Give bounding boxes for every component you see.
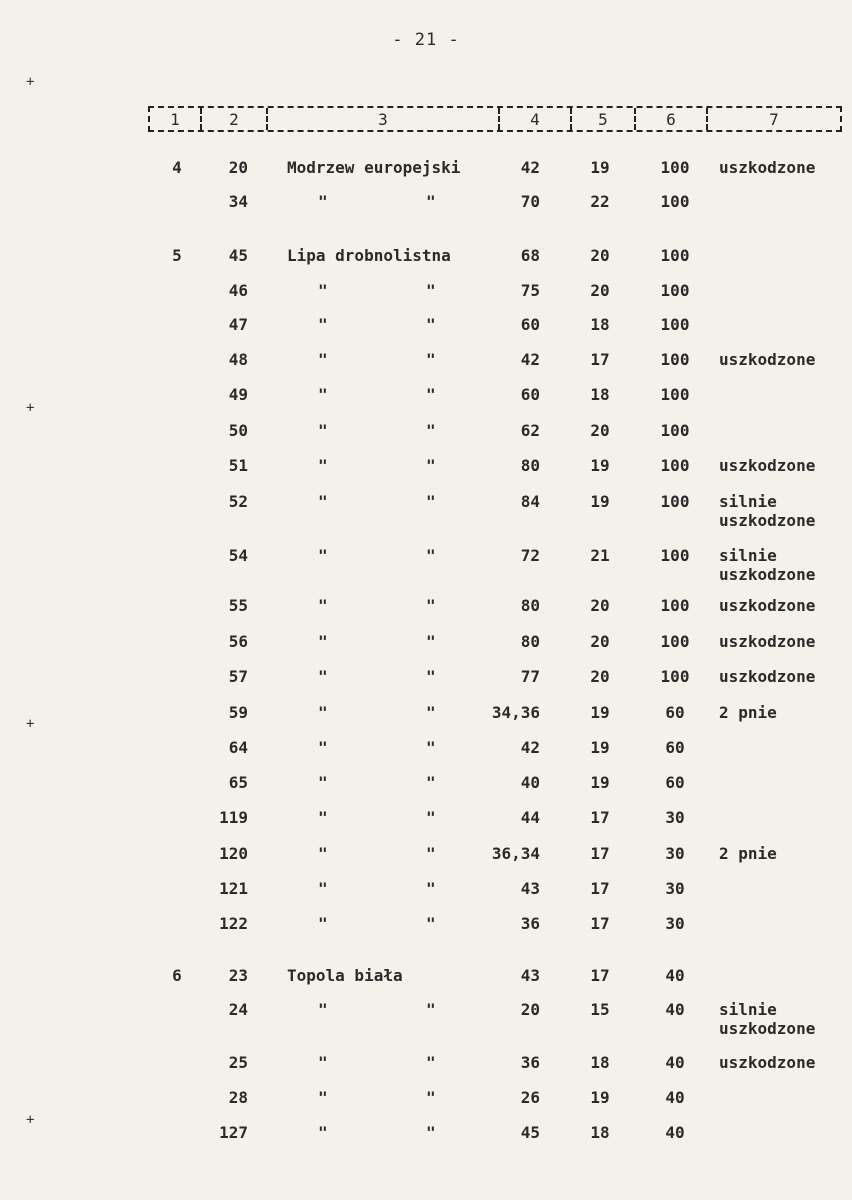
age-cell: 100 xyxy=(660,421,690,440)
height-cell: 19 xyxy=(590,738,610,757)
tree-number-cell: 57 xyxy=(228,667,248,686)
ditto-mark: " xyxy=(318,1053,328,1072)
tree-number-cell: 23 xyxy=(228,966,248,985)
table-row xyxy=(0,192,852,224)
ditto-mark: " xyxy=(318,1123,328,1142)
tree-number-cell: 25 xyxy=(228,1053,248,1072)
ditto-mark: " xyxy=(426,546,436,565)
age-cell: 100 xyxy=(660,492,690,511)
margin-mark: + xyxy=(26,716,35,732)
age-cell: 40 xyxy=(665,1053,685,1072)
age-cell: 100 xyxy=(660,192,690,211)
tree-number-cell: 56 xyxy=(228,632,248,651)
age-cell: 30 xyxy=(665,914,685,933)
tree-number-cell: 34 xyxy=(228,192,248,211)
tree-number-cell: 64 xyxy=(228,738,248,757)
height-cell: 18 xyxy=(590,1053,610,1072)
tree-number-cell: 65 xyxy=(228,773,248,792)
ditto-mark: " xyxy=(318,808,328,827)
height-cell: 19 xyxy=(590,492,610,511)
tree-number-cell: 49 xyxy=(228,385,248,404)
circumference-cell: 60 xyxy=(520,315,540,334)
age-cell: 100 xyxy=(660,632,690,651)
circumference-cell: 70 xyxy=(520,192,540,211)
circumference-cell: 60 xyxy=(520,385,540,404)
ditto-mark: " xyxy=(318,632,328,651)
remarks-cell: uszkodzone xyxy=(719,667,816,686)
ditto-mark: " xyxy=(426,385,436,404)
height-cell: 20 xyxy=(590,667,610,686)
tree-number-cell: 121 xyxy=(219,879,248,898)
remarks-cell: silnie uszkodzone xyxy=(719,546,816,584)
margin-mark: + xyxy=(26,400,35,416)
height-cell: 18 xyxy=(590,1123,610,1142)
table-row xyxy=(0,158,852,190)
table-row xyxy=(0,808,852,840)
age-cell: 100 xyxy=(660,385,690,404)
table-row xyxy=(0,385,852,417)
ditto-mark: " xyxy=(318,879,328,898)
circumference-cell: 36,34 xyxy=(491,844,540,863)
table-row xyxy=(0,315,852,347)
ditto-mark: " xyxy=(426,315,436,334)
height-cell: 17 xyxy=(590,808,610,827)
age-cell: 100 xyxy=(660,281,690,300)
age-cell: 30 xyxy=(665,879,685,898)
table-row xyxy=(0,546,852,584)
age-cell: 60 xyxy=(665,738,685,757)
tree-number-cell: 119 xyxy=(219,808,248,827)
ditto-mark: " xyxy=(318,492,328,511)
table-row xyxy=(0,914,852,946)
table-row xyxy=(0,738,852,770)
tree-number-cell: 54 xyxy=(228,546,248,565)
height-cell: 17 xyxy=(590,844,610,863)
tree-number-cell: 52 xyxy=(228,492,248,511)
table-row xyxy=(0,844,852,876)
height-cell: 15 xyxy=(590,1000,610,1019)
circumference-cell: 75 xyxy=(520,281,540,300)
remarks-cell: uszkodzone xyxy=(719,596,816,615)
age-cell: 100 xyxy=(660,350,690,369)
ditto-mark: " xyxy=(318,350,328,369)
ditto-mark: " xyxy=(426,1088,436,1107)
age-cell: 100 xyxy=(660,667,690,686)
group-number-cell: 5 xyxy=(172,246,182,265)
height-cell: 17 xyxy=(590,879,610,898)
age-cell: 40 xyxy=(665,1000,685,1019)
table-row xyxy=(0,1000,852,1038)
ditto-mark: " xyxy=(318,1088,328,1107)
species-cell: Topola biała xyxy=(287,966,403,985)
circumference-cell: 77 xyxy=(520,667,540,686)
age-cell: 100 xyxy=(660,246,690,265)
table-row xyxy=(0,773,852,805)
age-cell: 100 xyxy=(660,158,690,177)
circumference-cell: 20 xyxy=(520,1000,540,1019)
tree-number-cell: 55 xyxy=(228,596,248,615)
tree-number-cell: 122 xyxy=(219,914,248,933)
circumference-cell: 42 xyxy=(520,738,540,757)
table-row xyxy=(0,492,852,530)
circumference-cell: 80 xyxy=(520,456,540,475)
circumference-cell: 26 xyxy=(520,1088,540,1107)
ditto-mark: " xyxy=(426,808,436,827)
column-header: 7 xyxy=(769,110,779,129)
column-header: 6 xyxy=(636,108,708,130)
remarks-cell: 2 pnie xyxy=(719,703,777,722)
circumference-cell: 42 xyxy=(520,158,540,177)
height-cell: 20 xyxy=(590,632,610,651)
age-cell: 40 xyxy=(665,966,685,985)
remarks-cell: uszkodzone xyxy=(719,632,816,651)
tree-number-cell: 45 xyxy=(228,246,248,265)
page-number: - 21 - xyxy=(392,30,460,50)
tree-number-cell: 28 xyxy=(228,1088,248,1107)
table-row xyxy=(0,350,852,382)
table-row xyxy=(0,281,852,313)
remarks-cell: 2 pnie xyxy=(719,844,777,863)
ditto-mark: " xyxy=(318,596,328,615)
age-cell: 60 xyxy=(665,703,685,722)
circumference-cell: 44 xyxy=(520,808,540,827)
circumference-cell: 36 xyxy=(520,1053,540,1072)
tree-number-cell: 47 xyxy=(228,315,248,334)
age-cell: 60 xyxy=(665,773,685,792)
tree-number-cell: 24 xyxy=(228,1000,248,1019)
tree-number-cell: 20 xyxy=(228,158,248,177)
ditto-mark: " xyxy=(426,350,436,369)
height-cell: 18 xyxy=(590,385,610,404)
column-header: 3 xyxy=(268,108,500,130)
tree-number-cell: 59 xyxy=(228,703,248,722)
ditto-mark: " xyxy=(318,1000,328,1019)
ditto-mark: " xyxy=(318,844,328,863)
age-cell: 40 xyxy=(665,1123,685,1142)
table-row xyxy=(0,632,852,664)
ditto-mark: " xyxy=(426,421,436,440)
group-number-cell: 6 xyxy=(172,966,182,985)
ditto-mark: " xyxy=(318,315,328,334)
remarks-cell: uszkodzone xyxy=(719,456,816,475)
circumference-cell: 84 xyxy=(520,492,540,511)
height-cell: 20 xyxy=(590,281,610,300)
ditto-mark: " xyxy=(318,703,328,722)
height-cell: 21 xyxy=(590,546,610,565)
ditto-mark: " xyxy=(318,546,328,565)
ditto-mark: " xyxy=(318,385,328,404)
ditto-mark: " xyxy=(426,192,436,211)
ditto-mark: " xyxy=(426,773,436,792)
tree-number-cell: 51 xyxy=(228,456,248,475)
ditto-mark: " xyxy=(426,1123,436,1142)
remarks-cell: uszkodzone xyxy=(719,350,816,369)
circumference-cell: 42 xyxy=(520,350,540,369)
column-header: 2 xyxy=(202,108,268,130)
height-cell: 19 xyxy=(590,456,610,475)
ditto-mark: " xyxy=(318,773,328,792)
ditto-mark: " xyxy=(426,281,436,300)
ditto-mark: " xyxy=(426,703,436,722)
age-cell: 30 xyxy=(665,844,685,863)
remarks-cell: uszkodzone xyxy=(719,158,816,177)
circumference-cell: 34,36 xyxy=(491,703,540,722)
ditto-mark: " xyxy=(318,456,328,475)
table-row xyxy=(0,1088,852,1120)
table-row xyxy=(0,879,852,911)
height-cell: 20 xyxy=(590,596,610,615)
species-cell: Lipa drobnolistna xyxy=(287,246,451,265)
height-cell: 17 xyxy=(590,914,610,933)
ditto-mark: " xyxy=(318,667,328,686)
age-cell: 100 xyxy=(660,315,690,334)
height-cell: 19 xyxy=(590,158,610,177)
table-row xyxy=(0,246,852,278)
tree-number-cell: 48 xyxy=(228,350,248,369)
circumference-cell: 43 xyxy=(520,879,540,898)
margin-mark: + xyxy=(26,1112,35,1128)
ditto-mark: " xyxy=(426,738,436,757)
height-cell: 19 xyxy=(590,1088,610,1107)
age-cell: 100 xyxy=(660,456,690,475)
tree-number-cell: 120 xyxy=(219,844,248,863)
group-number-cell: 4 xyxy=(172,158,182,177)
table-row xyxy=(0,421,852,453)
ditto-mark: " xyxy=(318,421,328,440)
ditto-mark: " xyxy=(426,879,436,898)
ditto-mark: " xyxy=(318,738,328,757)
tree-number-cell: 46 xyxy=(228,281,248,300)
ditto-mark: " xyxy=(426,667,436,686)
column-header: 4 xyxy=(500,108,572,130)
table-row xyxy=(0,1123,852,1155)
species-cell: Modrzew europejski xyxy=(287,158,461,177)
circumference-cell: 62 xyxy=(520,421,540,440)
ditto-mark: " xyxy=(426,1000,436,1019)
height-cell: 20 xyxy=(590,421,610,440)
circumference-cell: 40 xyxy=(520,773,540,792)
margin-mark: + xyxy=(26,74,35,90)
ditto-mark: " xyxy=(318,914,328,933)
height-cell: 19 xyxy=(590,703,610,722)
ditto-mark: " xyxy=(426,456,436,475)
age-cell: 30 xyxy=(665,808,685,827)
height-cell: 19 xyxy=(590,773,610,792)
table-row xyxy=(0,667,852,699)
circumference-cell: 36 xyxy=(520,914,540,933)
ditto-mark: " xyxy=(426,844,436,863)
circumference-cell: 80 xyxy=(520,632,540,651)
ditto-mark: " xyxy=(426,596,436,615)
column-header: 1 xyxy=(150,108,202,130)
table-row xyxy=(0,596,852,628)
ditto-mark: " xyxy=(318,281,328,300)
age-cell: 100 xyxy=(660,546,690,565)
tree-number-cell: 50 xyxy=(228,421,248,440)
height-cell: 17 xyxy=(590,350,610,369)
tree-number-cell: 127 xyxy=(219,1123,248,1142)
circumference-cell: 43 xyxy=(520,966,540,985)
remarks-cell: silnie uszkodzone xyxy=(719,492,816,530)
ditto-mark: " xyxy=(426,914,436,933)
remarks-cell: uszkodzone xyxy=(719,1053,816,1072)
table-row xyxy=(0,966,852,998)
table-row xyxy=(0,456,852,488)
remarks-cell: silnie uszkodzone xyxy=(719,1000,816,1038)
circumference-cell: 80 xyxy=(520,596,540,615)
circumference-cell: 72 xyxy=(520,546,540,565)
height-cell: 22 xyxy=(590,192,610,211)
age-cell: 40 xyxy=(665,1088,685,1107)
circumference-cell: 45 xyxy=(520,1123,540,1142)
ditto-mark: " xyxy=(318,192,328,211)
height-cell: 18 xyxy=(590,315,610,334)
table-row xyxy=(0,703,852,735)
ditto-mark: " xyxy=(426,492,436,511)
ditto-mark: " xyxy=(426,632,436,651)
column-header: 5 xyxy=(572,108,636,130)
height-cell: 20 xyxy=(590,246,610,265)
height-cell: 17 xyxy=(590,966,610,985)
circumference-cell: 68 xyxy=(520,246,540,265)
age-cell: 100 xyxy=(660,596,690,615)
table-row xyxy=(0,1053,852,1085)
ditto-mark: " xyxy=(426,1053,436,1072)
